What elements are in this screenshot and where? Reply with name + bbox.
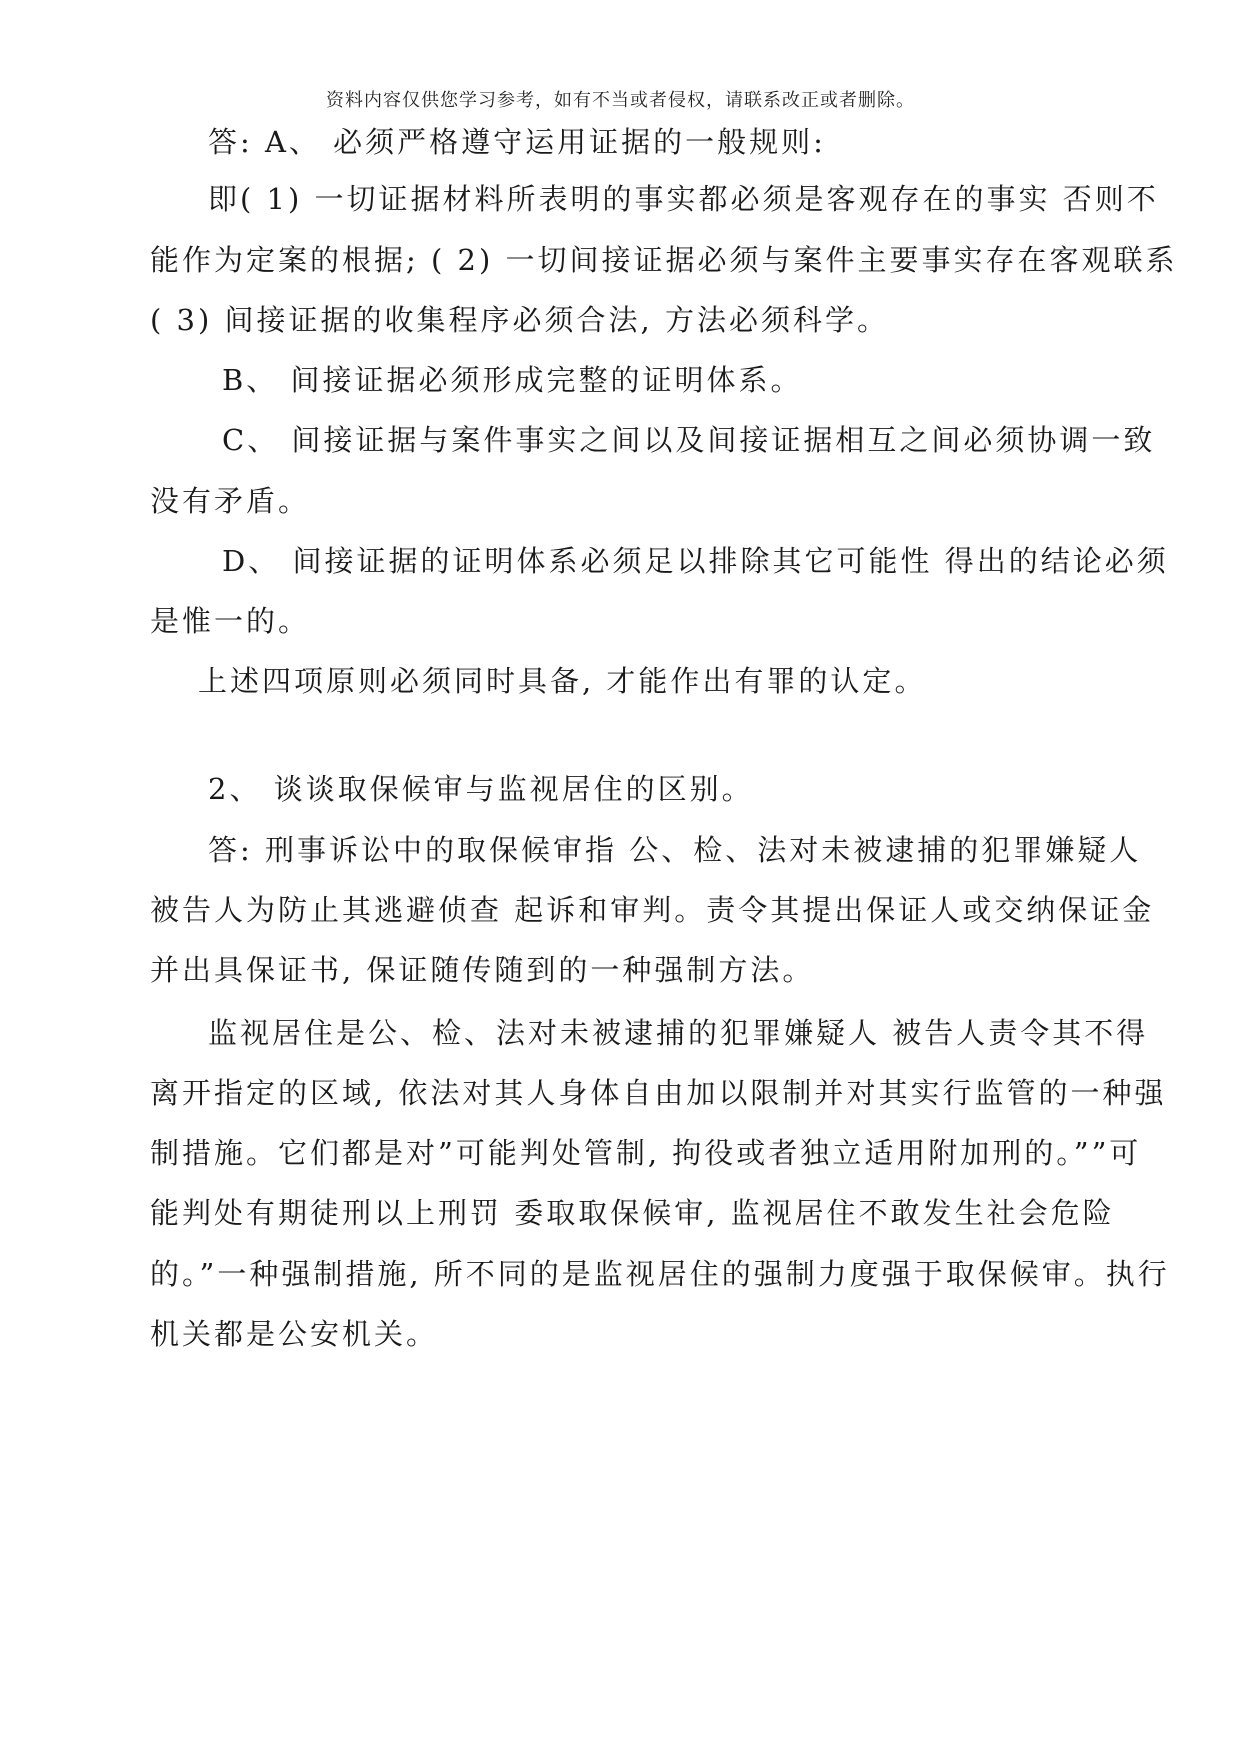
summary-line: 上述四项原则必须同时具备, 才能作出有罪的认定。 (198, 664, 927, 698)
paragraph-line: 能作为定案的根据; ( 2) 一切间接证据必须与案件主要事实存在客观联系 (150, 243, 1178, 277)
paragraph-line: 监视居住是公、检、法对未被逮捕的犯罪嫌疑人 被告人责令其不得 (208, 1016, 1149, 1050)
item-d-line: D、 间接证据的证明体系必须足以排除其它可能性 得出的结论必须 (222, 544, 1169, 578)
paragraph-line: 机关都是公安机关。 (150, 1317, 439, 1351)
paragraph-line: ( 3) 间接证据的收集程序必须合法, 方法必须科学。 (150, 303, 889, 337)
header-disclaimer: 资料内容仅供您学习参考，如有不当或者侵权，请联系改正或者删除。 (326, 90, 915, 111)
item-b-line: B、 间接证据必须形成完整的证明体系。 (222, 363, 803, 397)
paragraph-line: 离开指定的区域, 依法对其人身体自由加以限制并对其实行监管的一种强 (150, 1076, 1167, 1110)
paragraph-line: 的。”一种强制措施, 所不同的是监视居住的强制力度强于取保候审。执行 (150, 1257, 1170, 1291)
paragraph-line: 是惟一的。 (150, 604, 311, 638)
paragraph-line: 制措施。它们都是对”可能判处管制, 拘役或者独立适用附加刑的。””可 (150, 1136, 1142, 1170)
paragraph-line: 能判处有期徒刑以上刑罚 委取取保候审, 监视居住不敢发生社会危险 (150, 1196, 1115, 1230)
paragraph-line: 答: 刑事诉讼中的取保候审指 公、检、法对未被逮捕的犯罪嫌疑人 (208, 833, 1142, 867)
paragraph-line: 并出具保证书, 保证随传随到的一种强制方法。 (150, 953, 815, 987)
paragraph-line: 没有矛盾。 (150, 484, 311, 518)
question-2-heading: 2、 谈谈取保候审与监视居住的区别。 (208, 772, 754, 806)
paragraph-line: 被告人为防止其逃避侦查 起诉和审判。责令其提出保证人或交纳保证金 (150, 893, 1155, 927)
item-c-line: C、 间接证据与案件事实之间以及间接证据相互之间必须协调一致 (222, 423, 1156, 457)
paragraph-line: 即( 1) 一切证据材料所表明的事实都必须是客观存在的事实 否则不 (208, 182, 1159, 216)
answer-a-heading: 答: A、 必须严格遵守运用证据的一般规则: (208, 125, 826, 159)
